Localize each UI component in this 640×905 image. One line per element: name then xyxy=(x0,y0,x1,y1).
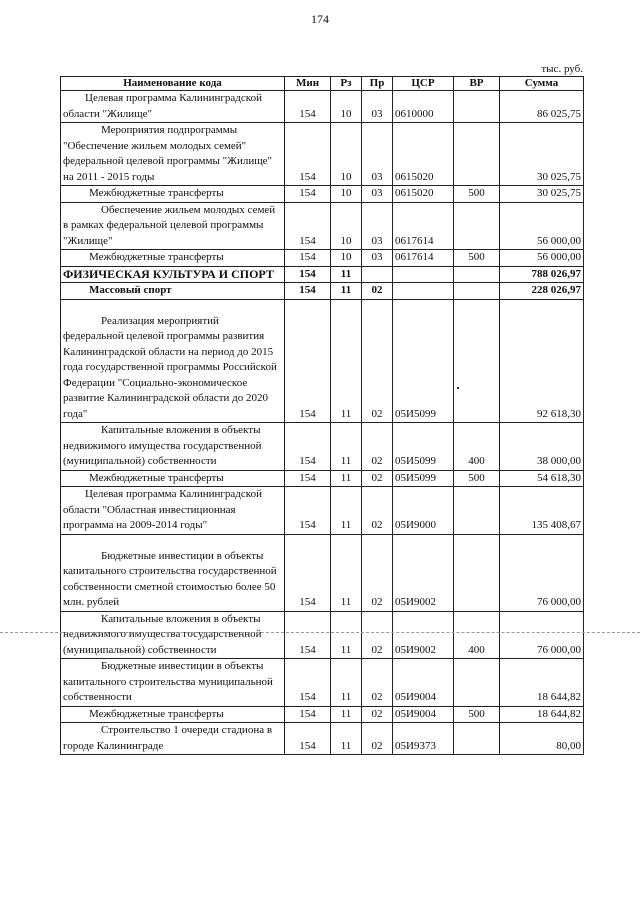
row-vr xyxy=(454,723,500,755)
table-row xyxy=(61,723,584,755)
header-csr: ЦСР xyxy=(393,77,454,91)
row-csr: 05И9373 xyxy=(393,723,454,755)
row-name: Мероприятия подпрограммы "Обеспечение жильем молодых семей" федеральной целевой программы "Жилище" на 2011 - 2015 годы xyxy=(61,123,285,186)
row-csr: 0617614 xyxy=(393,202,454,250)
row-csr: 0615020 xyxy=(393,186,454,203)
row-name: Реализация мероприятий федеральной целевой программы развития Калининградской области на период до 2015 года государственной программы Российской Федерации "Социально-экономическое развитие Калининградской области до 2020 года" xyxy=(61,299,285,423)
header-name: Наименование кода xyxy=(61,77,285,91)
units-label: тыс. руб. xyxy=(541,63,583,75)
row-rz: 10 xyxy=(331,91,362,123)
row-vr: 500 xyxy=(454,186,500,203)
row-rz: 11 xyxy=(331,470,362,487)
row-sum: 76 000,00 xyxy=(500,611,584,659)
row-name: Массовый спорт xyxy=(61,283,285,300)
table-row xyxy=(61,487,584,535)
row-vr xyxy=(454,299,500,423)
row-name: Бюджетные инвестиции в объекты капитального строительства муниципальной собственности xyxy=(61,659,285,707)
row-name: Межбюджетные трансферты xyxy=(61,470,285,487)
row-rz: 11 xyxy=(331,706,362,723)
row-sum: 18 644,82 xyxy=(500,659,584,707)
table-row xyxy=(61,611,584,659)
row-csr xyxy=(393,266,454,283)
row-sum: 92 618,30 xyxy=(500,299,584,423)
row-min: 154 xyxy=(285,470,331,487)
row-name: ФИЗИЧЕСКАЯ КУЛЬТУРА И СПОРТ xyxy=(61,266,285,283)
row-rz: 11 xyxy=(331,659,362,707)
row-sum: 30 025,75 xyxy=(500,186,584,203)
row-min: 154 xyxy=(285,659,331,707)
header-vr: ВР xyxy=(454,77,500,91)
row-rz: 11 xyxy=(331,723,362,755)
row-rz: 11 xyxy=(331,487,362,535)
table-row xyxy=(61,202,584,250)
row-sum: 18 644,82 xyxy=(500,706,584,723)
header-rz: Рз xyxy=(331,77,362,91)
row-sum: 76 000,00 xyxy=(500,534,584,611)
row-pr: 03 xyxy=(362,250,393,267)
table-row xyxy=(61,123,584,186)
row-pr: 02 xyxy=(362,723,393,755)
row-csr: 05И9002 xyxy=(393,611,454,659)
row-min: 154 xyxy=(285,123,331,186)
row-name: Обеспечение жильем молодых семей в рамках федеральной целевой программы "Жилище" xyxy=(61,202,285,250)
row-min: 154 xyxy=(285,250,331,267)
row-csr: 0617614 xyxy=(393,250,454,267)
row-name: Межбюджетные трансферты xyxy=(61,250,285,267)
row-pr: 02 xyxy=(362,706,393,723)
row-name: Капитальные вложения в объекты недвижимого имущества государственной (муниципальной) собственности xyxy=(61,611,285,659)
row-min: 154 xyxy=(285,266,331,283)
table-header-row xyxy=(61,77,584,91)
row-min: 154 xyxy=(285,534,331,611)
row-vr: 500 xyxy=(454,250,500,267)
row-csr: 0610000 xyxy=(393,91,454,123)
row-rz: 11 xyxy=(331,283,362,300)
row-pr: 03 xyxy=(362,91,393,123)
row-sum: 135 408,67 xyxy=(500,487,584,535)
row-vr: 500 xyxy=(454,470,500,487)
row-csr xyxy=(393,283,454,300)
row-pr: 02 xyxy=(362,659,393,707)
table-row xyxy=(61,283,584,300)
row-min: 154 xyxy=(285,723,331,755)
row-sum: 788 026,97 xyxy=(500,266,584,283)
row-sum: 56 000,00 xyxy=(500,202,584,250)
row-sum: 80,00 xyxy=(500,723,584,755)
row-pr: 02 xyxy=(362,534,393,611)
row-vr: 400 xyxy=(454,423,500,471)
table-row xyxy=(61,706,584,723)
row-rz: 10 xyxy=(331,123,362,186)
table-row xyxy=(61,659,584,707)
row-pr: 03 xyxy=(362,202,393,250)
page-number: 174 xyxy=(311,12,329,26)
row-min: 154 xyxy=(285,423,331,471)
row-min: 154 xyxy=(285,283,331,300)
row-vr: 500 xyxy=(454,706,500,723)
row-csr: 05И5099 xyxy=(393,423,454,471)
scan-fold-line xyxy=(0,632,640,633)
row-sum: 54 618,30 xyxy=(500,470,584,487)
row-name: Капитальные вложения в объекты недвижимого имущества государственной (муниципальной) собственности xyxy=(61,423,285,471)
row-vr xyxy=(454,534,500,611)
row-vr xyxy=(454,202,500,250)
header-pr: Пр xyxy=(362,77,393,91)
row-rz: 11 xyxy=(331,423,362,471)
row-vr xyxy=(454,283,500,300)
row-vr: 400 xyxy=(454,611,500,659)
row-name: Целевая программа Калининградской области "Жилище" xyxy=(61,91,285,123)
table-row xyxy=(61,299,584,423)
row-rz: 11 xyxy=(331,299,362,423)
header-min: Мин xyxy=(285,77,331,91)
row-vr xyxy=(454,266,500,283)
row-name: Целевая программа Калининградской области "Областная инвестиционная программа на 2009-2014 годы" xyxy=(61,487,285,535)
row-pr: 03 xyxy=(362,123,393,186)
row-rz: 10 xyxy=(331,202,362,250)
row-min: 154 xyxy=(285,487,331,535)
budget-table xyxy=(60,76,584,755)
table-row xyxy=(61,250,584,267)
row-csr: 05И9004 xyxy=(393,706,454,723)
row-csr: 0615020 xyxy=(393,123,454,186)
stray-mark xyxy=(457,387,459,389)
row-min: 154 xyxy=(285,611,331,659)
row-vr xyxy=(454,487,500,535)
row-pr: 02 xyxy=(362,470,393,487)
row-min: 154 xyxy=(285,706,331,723)
row-pr xyxy=(362,266,393,283)
row-name: Межбюджетные трансферты xyxy=(61,186,285,203)
row-csr: 05И5099 xyxy=(393,299,454,423)
row-name: Строительство 1 очереди стадиона в городе Калининграде xyxy=(61,723,285,755)
row-pr: 02 xyxy=(362,423,393,471)
row-min: 154 xyxy=(285,202,331,250)
header-sum: Сумма xyxy=(500,77,584,91)
row-vr xyxy=(454,123,500,186)
row-min: 154 xyxy=(285,299,331,423)
row-pr: 02 xyxy=(362,611,393,659)
row-rz: 11 xyxy=(331,266,362,283)
row-name: Бюджетные инвестиции в объекты капитального строительства государственной собственности сметной стоимостью более 50 млн. рублей xyxy=(61,534,285,611)
row-sum: 86 025,75 xyxy=(500,91,584,123)
row-pr: 02 xyxy=(362,299,393,423)
row-name: Межбюджетные трансферты xyxy=(61,706,285,723)
row-sum: 30 025,75 xyxy=(500,123,584,186)
table-row xyxy=(61,470,584,487)
table-row xyxy=(61,534,584,611)
row-csr: 05И5099 xyxy=(393,470,454,487)
row-pr: 03 xyxy=(362,186,393,203)
table-row xyxy=(61,91,584,123)
table-row xyxy=(61,423,584,471)
row-pr: 02 xyxy=(362,487,393,535)
row-min: 154 xyxy=(285,186,331,203)
row-vr xyxy=(454,659,500,707)
row-csr: 05И9002 xyxy=(393,534,454,611)
row-rz: 11 xyxy=(331,534,362,611)
row-rz: 10 xyxy=(331,186,362,203)
table-row xyxy=(61,266,584,283)
row-csr: 05И9000 xyxy=(393,487,454,535)
table-row xyxy=(61,186,584,203)
row-sum: 38 000,00 xyxy=(500,423,584,471)
row-rz: 10 xyxy=(331,250,362,267)
row-sum: 228 026,97 xyxy=(500,283,584,300)
row-rz: 11 xyxy=(331,611,362,659)
row-pr: 02 xyxy=(362,283,393,300)
row-min: 154 xyxy=(285,91,331,123)
row-vr xyxy=(454,91,500,123)
row-csr: 05И9004 xyxy=(393,659,454,707)
row-sum: 56 000,00 xyxy=(500,250,584,267)
